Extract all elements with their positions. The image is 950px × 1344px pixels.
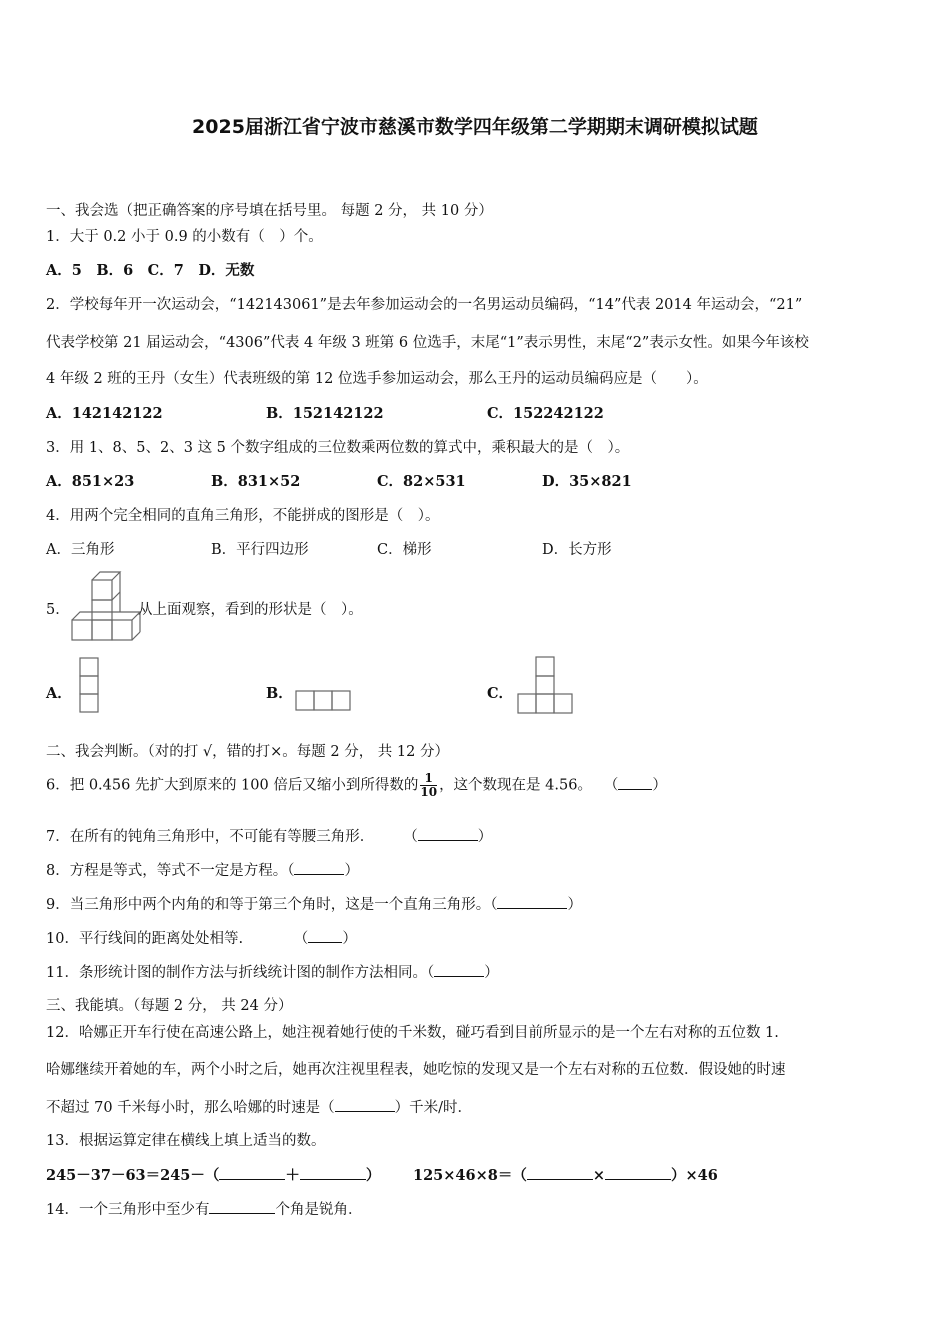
expr2-pre: 125×46×8＝（ — [413, 1167, 527, 1184]
question-5-option-b: B． — [266, 685, 293, 702]
question-7-close: ） — [477, 829, 493, 845]
page-title: 2025届浙江省宁波市慈溪市数学四年级第二学期期末调研模拟试题 — [192, 116, 758, 138]
question-8-text: 8．方程是等式，等式不一定是方程。（ — [46, 863, 295, 879]
question-5-option-c: C． — [487, 685, 514, 702]
question-5-option-a: A． — [46, 685, 72, 702]
question-5-stem: 从上面观察，看到的形状是（ ）。 — [138, 602, 363, 618]
fraction-one-tenth — [420, 772, 437, 799]
question-3-option-a: A．851×23 — [46, 473, 135, 490]
question-12-line1: 12．哈娜正开车行使在高速公路上，她注视着她行使的千米数，碰巧看到目前所显示的是一个左右对称的五位数 1. — [46, 1025, 779, 1041]
question-2-option-b: B．152142122 — [266, 405, 384, 422]
answer-blank-q7[interactable] — [418, 826, 478, 841]
fraction-numerator: 1 — [420, 772, 437, 786]
expr1-mid: ＋ — [285, 1167, 300, 1184]
section3-header: 三、我能填。（每题 2 分， 共 24 分） — [46, 998, 293, 1014]
section1-header: 一、我会选（把正确答案的序号填在括号里。 每题 2 分， 共 10 分） — [46, 203, 493, 219]
question-9-text: 9．当三角形中两个内角的和等于第三个角时，这是一个直角三角形。（ — [46, 897, 498, 913]
question-11 — [46, 962, 499, 983]
question-4-option-c: C．梯形 — [377, 542, 432, 558]
question-5-number: 5． — [46, 602, 70, 618]
question-2-option-c: C．152242122 — [487, 405, 604, 422]
question-12-line3 — [46, 1097, 472, 1118]
question-2-line3: 4 年级 2 班的王丹（女生）代表班级的第 12 位选手参加运动会，那么王丹的运动员编码应是（ ）。 — [46, 371, 708, 387]
question-4-option-a: A．三角形 — [46, 542, 115, 558]
cube-stack-figure — [68, 574, 140, 642]
answer-blank-q14[interactable] — [209, 1199, 275, 1214]
question-9-close: ） — [567, 897, 582, 913]
question-10 — [46, 928, 357, 949]
question-6-text-post: ，这个数现在是 4.56。 （ — [439, 777, 619, 794]
answer-blank-q13-2[interactable] — [300, 1165, 366, 1180]
question-8 — [46, 860, 359, 881]
question-11-close: ） — [484, 965, 499, 981]
question-2-line1: 2．学校每年开一次运动会，“142143061”是去年参加运动会的一名男运动员编码，“14”代表 2014 年运动会，“21” — [46, 297, 803, 313]
question-14-pre: 14．一个三角形中至少有 — [46, 1202, 210, 1218]
question-12-line3-pre: 不超过 70 千米每小时，那么哈娜的时速是（ — [46, 1100, 335, 1116]
question-14 — [46, 1199, 362, 1220]
answer-blank-q13-1[interactable] — [219, 1165, 285, 1180]
question-1-stem: 1．大于 0.2 小于 0.9 的小数有（ ）个。 — [46, 229, 323, 245]
question-1-options: A．5 B．6 C．7 D．无数 — [46, 262, 255, 279]
question-10-close: ） — [342, 931, 357, 947]
question-8-close: ） — [344, 863, 359, 879]
answer-blank-q8[interactable] — [294, 860, 344, 875]
question-12-line3-post: ）千米/时． — [394, 1100, 473, 1116]
question-13-expression-2 — [413, 1165, 718, 1186]
answer-blank-q11[interactable] — [434, 962, 484, 977]
question-10-text: 10．平行线间的距离处处相等. （ — [46, 931, 309, 947]
expr1-post: ） — [365, 1167, 381, 1184]
answer-blank-q13-4[interactable] — [605, 1165, 671, 1180]
section2-header: 二、我会判断。（对的打 √，错的打×。每题 2 分， 共 12 分） — [46, 744, 449, 760]
question-12-line2: 哈娜继续开着她的车，两个小时之后，她再次注视里程表，她吃惊的发现又是一个左右对称的五位数．假设她的时速 — [46, 1062, 786, 1078]
question-3-stem: 3．用 1、8、5、2、3 这 5 个数字组成的三位数乘两位数的算式中，乘积最大的是（ ）。 — [46, 440, 630, 456]
question-11-text: 11．条形统计图的制作方法与折线统计图的制作方法相同。（ — [46, 965, 435, 981]
question-13-expression-1 — [46, 1165, 380, 1186]
question-3-option-c: C．82×531 — [377, 473, 466, 490]
question-4-option-d: D．长方形 — [542, 542, 612, 558]
question-6-close: ） — [652, 777, 667, 794]
question-14-post: 个角是锐角． — [275, 1202, 363, 1218]
option-a-shape-figure — [79, 657, 99, 715]
question-13-stem: 13．根据运算定律在横线上填上适当的数。 — [46, 1133, 326, 1149]
answer-blank-q6[interactable] — [618, 775, 652, 790]
question-4-option-b: B．平行四边形 — [211, 542, 309, 558]
answer-blank-q12[interactable] — [335, 1097, 395, 1112]
question-2-line2: 代表学校第 21 届运动会，“4306”代表 4 年级 3 班第 6 位选手，末尾“1”表示男性，末尾“2”表示女性。如果今年该校 — [46, 335, 809, 351]
question-6 — [46, 772, 667, 799]
option-b-shape-figure — [295, 690, 353, 712]
expr2-mid: × — [592, 1167, 605, 1184]
question-3-option-b: B．831×52 — [211, 473, 301, 490]
expr1-pre: 245－37－63＝245－（ — [46, 1167, 220, 1184]
question-2-option-a: A．142142122 — [46, 405, 163, 422]
answer-blank-q10[interactable] — [308, 928, 342, 943]
answer-blank-q13-3[interactable] — [527, 1165, 593, 1180]
question-3-option-d: D．35×821 — [542, 473, 632, 490]
question-9 — [46, 894, 582, 915]
fraction-denominator: 10 — [420, 785, 438, 799]
question-7-text: 7．在所有的钝角三角形中，不可能有等腰三角形． （ — [46, 829, 418, 845]
question-6-text-pre: 6．把 0.456 先扩大到原来的 100 倍后又缩小到所得数的 — [46, 777, 419, 794]
question-4-stem: 4．用两个完全相同的直角三角形，不能拼成的图形是（ ）。 — [46, 508, 440, 524]
expr2-post: ）×46 — [671, 1167, 718, 1184]
answer-blank-q9[interactable] — [497, 894, 567, 909]
question-7 — [46, 826, 492, 847]
option-c-shape-figure — [517, 656, 575, 716]
